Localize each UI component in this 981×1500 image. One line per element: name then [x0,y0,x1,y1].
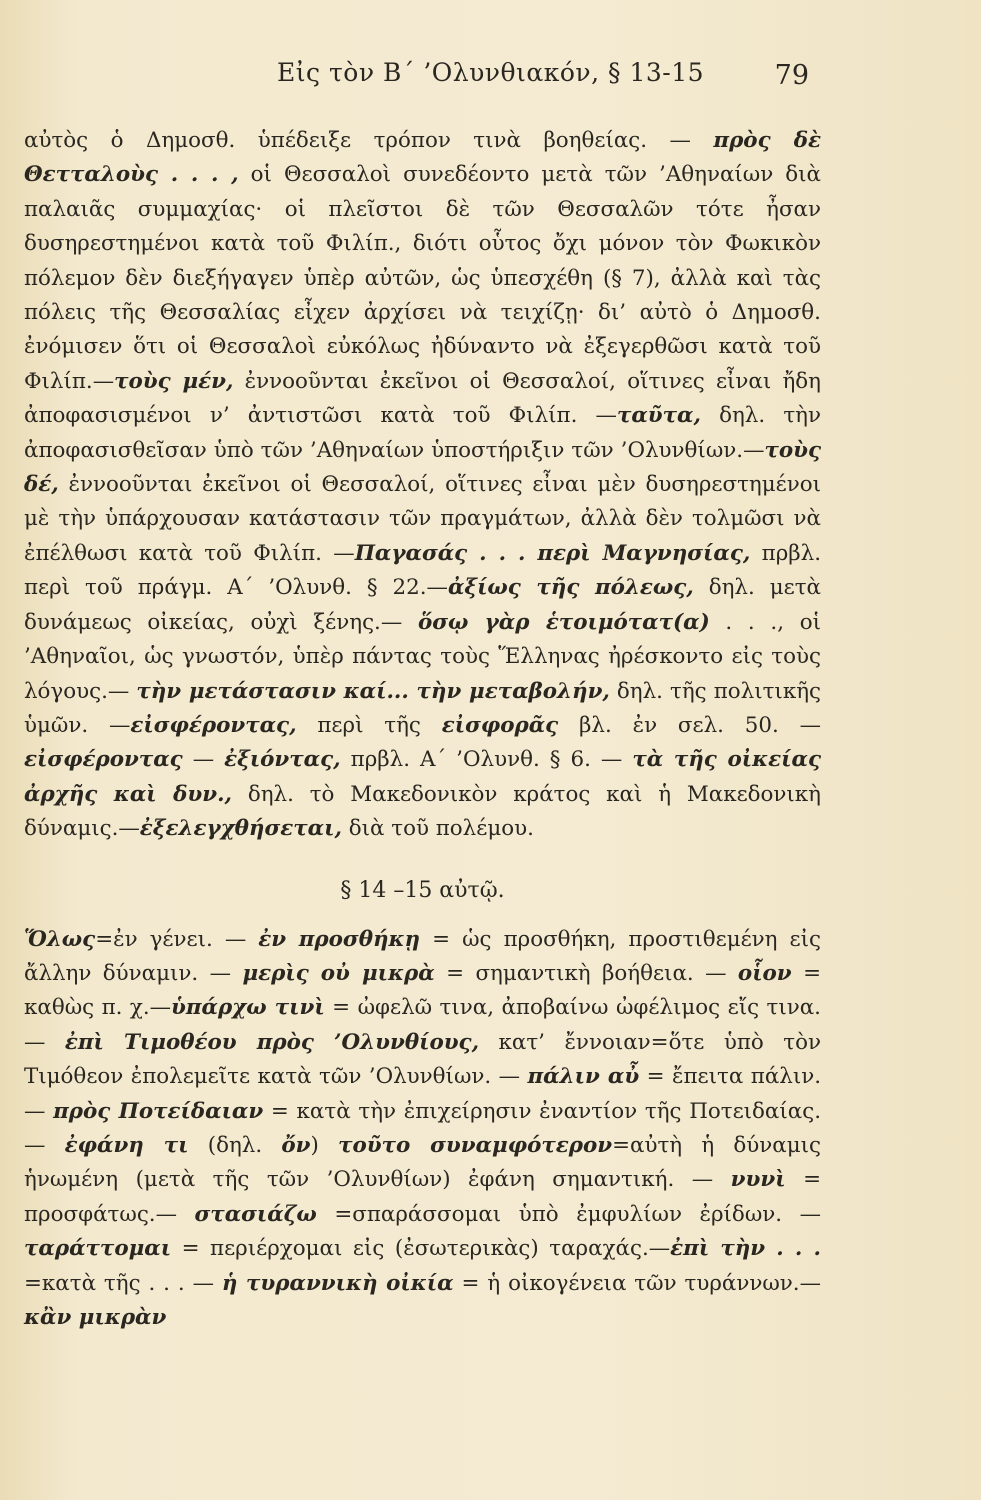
lemma: ἐπὶ τὴν . . . [670,1236,821,1262]
page-body [24,124,821,1335]
lemma: Παγασάς . . . περὶ Μαγνησίας, [354,540,751,566]
text-segment: ἐννοοῦνται ἐκεῖνοι οἱ Θεσσαλοί, οἵτινες εἶναι μὲν δυσηρεστημένοι μὲ τὴν ὑπάρχουσαν κατάστασιν τῶν πραγμάτων, ἀλλὰ δὲν τολμῶσι νὰ ἐπέλθωσι κατὰ τοῦ Φιλίπ. — [24,472,821,566]
lemma: ὑπάρχω τινὶ [171,995,325,1021]
text-segment: = ὡς προσθήκη, προστιθεμένη εἰς ἄλλην δύναμιν. — [24,926,821,986]
lemma: τοὺς δέ, [24,437,821,498]
lemma: ταράττομαι [24,1236,172,1262]
lemma: τὰ τῆς οἰκείας ἀρχῆς καὶ δυν., [24,747,821,807]
lemma: πρὸς δὲ Θετταλοὺς . . . , [24,128,821,188]
text-segment: =ἐν γένει. — [95,926,259,952]
lemma: νυνὶ [730,1167,786,1193]
page-header [0,58,981,108]
lemma: ἀξίως τῆς πόλεως, [447,575,694,601]
text-segment: δηλ. τὸ Μακεδονικὸν κράτος καὶ ἡ Μακεδονικὴ δύναμις.— [24,781,821,842]
lemma: πάλιν αὖ [527,1064,640,1090]
text-segment: =αὐτὴ ἡ δύναμις ἡνωμένη (μετὰ τῆς τῶν ’Ολυνθίων) ἐφάνη σημαντική. — [24,1132,821,1193]
lemma: στασιάζω [194,1201,317,1227]
lemma: εἰσφορᾶς [441,712,559,738]
lemma: εἰσφέροντας, [130,712,297,738]
lemma: τὴν μετάστασιν καί... τὴν μεταβολήν, [136,678,610,704]
section-heading: § 14 –15 αὐτῷ. [340,877,505,903]
text-segment: = ἔπειτα πάλιν. — [24,1064,822,1124]
running-title: Εἰς τὸν Β΄ ’Ολυνθιακόν, § 13-15 [276,58,705,87]
text-segment: οἱ Θεσσαλοὶ συνεδέοντο μετὰ τῶν ’Αθηναίων διὰ παλαιᾶς συμμαχίας· οἱ πλεῖστοι δὲ τῶν Θεσσαλῶν τότε ἦσαν δυσηρεστημένοι κατὰ τοῦ Φιλίπ., διότι οὗτος ὄχι μόνον τὸν Φωκικὸν πόλεμον δὲν διεξήγαγεν ὑπὲρ αὐτῶν, ὡς ὑπεσχέθη (§ 7), ἀλλὰ καὶ τὰς πόλεις τῆς Θεσσαλίας εἶχεν ἀρχίσει νὰ τειχίζῃ· δι’ αὐτὸ ὁ Δημοσθ. ἐνόμισεν ὅτι οἱ Θεσσαλοὶ εὐκόλως ἠδύναντο νὰ ἐξεγερθῶσι κατὰ τοῦ Φιλίπ.— [24,162,822,394]
text-segment: περὶ τῆς [296,712,442,738]
text-segment: πρβλ. περὶ τοῦ πράγμ. Α΄ ’Ολυνθ. § 22.— [24,540,821,601]
lemma: πρὸς Ποτείδαιαν [53,1098,264,1124]
lemma: μερὶς οὐ μικρὰ [242,960,435,986]
lemma: τοῦτο συναμφότερον [338,1132,613,1158]
lemma: οἷον [737,960,792,986]
text-segment: = ἡ οἰκογένεια τῶν τυράννων.— [453,1270,821,1296]
lemma: ταῦτα, [616,403,701,429]
lemma: ἐξιόντας, [224,747,341,773]
lemma: ἐν προσθήκῃ [258,926,421,952]
text-segment: δηλ. τὴν ἀποφασισθεῖσαν ὑπὸ τῶν ’Αθηναίων ὑποστήριξιν τῶν ’Ολυνθίων.— [24,403,821,463]
text-segment: ἐννοοῦνται ἐκεῖνοι οἱ Θεσσαλοί, οἵτινες εἶναι ἤδη ἀποφασισμένοι ν’ ἀντιστῶσι κατὰ τοῦ Φιλίπ. — [24,368,821,429]
text-segment: πρβλ. Α΄ ’Ολυνθ. § 6. — [340,747,633,773]
lemma: ἐξελεγχθήσεται, [139,816,342,842]
lemma: κἂν μικρὰν [24,1305,167,1330]
lemma: τοὺς μέν, [114,368,234,394]
lemma: Ὅλως [24,926,96,952]
text-segment: βλ. ἐν σελ. 50. — [558,712,822,738]
commentary-paragraph [24,124,821,847]
text-segment: = καθὼς π. χ.— [24,960,821,1021]
text-segment: ) [310,1132,339,1158]
text-segment: αὐτὸς ὁ Δημοσθ. ὑπέδειξε τρόπον τινὰ βοηθείας. — [24,128,714,153]
text-segment: διὰ τοῦ πολέμου. [341,816,534,842]
page-number: 79 [774,60,809,91]
commentary-paragraph [24,923,821,1336]
text-segment: = περιέρχομαι εἰς (ἐσωτερικὰς) ταραχάς.— [171,1236,671,1262]
text-segment: κατ’ ἔννοιαν=ὅτε ὑπὸ τὸν Τιμόθεον ἐπολεμεῖτε κατὰ τῶν ’Ολυνθίων. — [24,1029,822,1090]
lemma: ἡ τυραννικὴ οἰκία [221,1270,454,1296]
text-segment: . . ., οἱ ’Αθηναῖοι, ὡς γνωστόν, ὑπὲρ πάντας τοὺς Ἕλληνας ἠρέσκοντο εἰς τοὺς λόγους.— [24,609,821,704]
text-segment: =σπαράσσομαι ὑπὸ ἐμφυλίων ἐρίδων. — [316,1201,821,1227]
text-segment: = ὠφελῶ τινα, ἀποβαίνω ὠφέλιμος εἴς τινα.— [24,995,821,1055]
lemma: ἐπὶ Τιμοθέου πρὸς ’Ολυνθίους, [64,1029,480,1055]
lemma: ὄν [281,1132,311,1158]
text-segment: =κατὰ τῆς . . . — [24,1270,222,1296]
text-segment: = προσφάτως.— [24,1167,821,1227]
lemma: ὅσῳ γὰρ ἑτοιμότατ(α) [417,609,710,635]
text-segment: (δηλ. [188,1132,282,1158]
lemma: εἰσφέροντας [24,747,183,773]
text-segment: = κατὰ τὴν ἐπιχείρησιν ἐναντίον τῆς Ποτειδαίας. — [24,1098,821,1158]
text-segment: — [182,747,225,773]
lemma: ἐφάνη τι [64,1132,189,1158]
text-segment: δηλ. τῆς πολιτικῆς ὑμῶν. — [24,678,821,738]
text-segment: δηλ. μετὰ δυνάμεως οἰκείας, οὐχὶ ξένης.— [24,575,821,635]
text-segment: = σημαντικὴ βοήθεια. — [434,960,738,986]
